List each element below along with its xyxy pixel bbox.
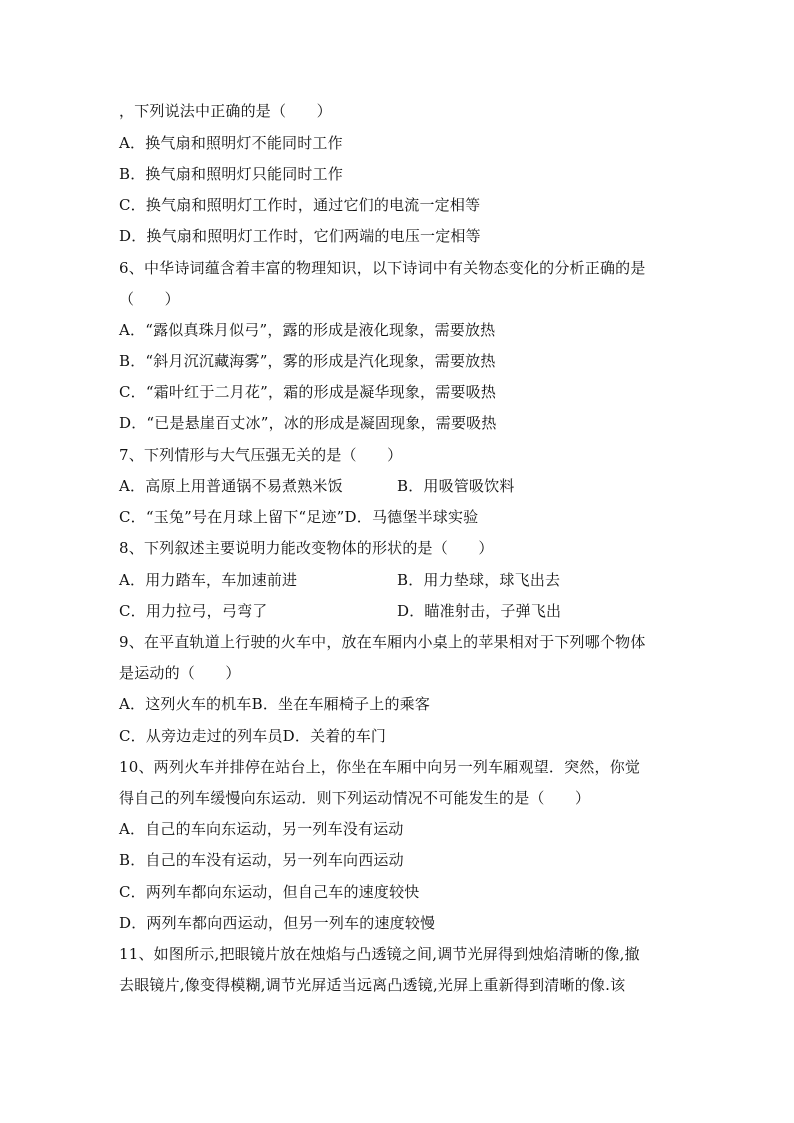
question-9-stem-cont: 是运动的（ ） bbox=[119, 664, 241, 682]
question-10-option-d: D．两列车都向西运动，但另一列车的速度较慢 bbox=[119, 914, 436, 932]
question-8-option-b: B．用力垫球，球飞出去 bbox=[397, 571, 561, 589]
question-7-stem: 7、下列情形与大气压强无关的是（ ） bbox=[119, 446, 403, 464]
question-9-stem: 9、在平直轨道上行驶的火车中，放在车厢内小桌上的苹果相对于下列哪个物体 bbox=[119, 633, 646, 651]
question-8-option-a: A．用力踏车，车加速前进 bbox=[119, 571, 298, 589]
question-5-option-a: A．换气扇和照明灯不能同时工作 bbox=[119, 134, 343, 152]
question-7-option-cd: C．“玉兔”号在月球上留下“足迹”D．马德堡半球实验 bbox=[119, 508, 479, 526]
question-9-option-cd: C．从旁边走过的列车员D．关着的车门 bbox=[119, 727, 387, 745]
question-5-option-b: B．换气扇和照明灯只能同时工作 bbox=[119, 165, 344, 183]
question-5-stem-tail: ，下列说法中正确的是（ ） bbox=[119, 102, 332, 120]
question-5-option-c: C．换气扇和照明灯工作时，通过它们的电流一定相等 bbox=[119, 196, 481, 214]
question-5-option-d: D．换气扇和照明灯工作时，它们两端的电压一定相等 bbox=[119, 227, 481, 245]
question-10-stem: 10、两列火车并排停在站台上，你坐在车厢中向另一列车厢观望．突然，你觉 bbox=[119, 758, 641, 776]
question-8-option-c: C．用力拉弓，弓弯了 bbox=[119, 602, 268, 620]
question-6-option-a: A．“露似真珠月似弓”，露的形成是液化现象，需要放热 bbox=[119, 321, 496, 339]
question-7-option-a: A．高原上用普通锅不易煮熟米饭 bbox=[119, 477, 343, 495]
question-6-option-c: C．“霜叶红于二月花”，霜的形成是凝华现象，需要吸热 bbox=[119, 383, 497, 401]
question-10-option-b: B．自己的车没有运动，另一列车向西运动 bbox=[119, 851, 404, 869]
question-6-stem-paren: （ ） bbox=[119, 290, 180, 308]
question-10-stem-cont: 得自己的列车缓慢向东运动．则下列运动情况不可能发生的是（ ） bbox=[119, 789, 591, 807]
question-10-option-c: C．两列车都向东运动，但自己车的速度较快 bbox=[119, 883, 420, 901]
question-11-stem: 11、如图所示,把眼镜片放在烛焰与凸透镜之间,调节光屏得到烛焰清晰的像,撤 bbox=[119, 945, 640, 963]
question-6-option-b: B．“斜月沉沉藏海雾”，雾的形成是汽化现象，需要放热 bbox=[119, 352, 496, 370]
question-9-option-ab: A．这列火车的机车B．坐在车厢椅子上的乘客 bbox=[119, 695, 431, 713]
question-11-stem-cont: 去眼镜片,像变得模糊,调节光屏适当远离凸透镜,光屏上重新得到清晰的像.该 bbox=[119, 976, 626, 994]
question-6-option-d: D．“已是悬崖百丈冰”，冰的形成是凝固现象，需要吸热 bbox=[119, 414, 497, 432]
question-10-option-a: A．自己的车向东运动，另一列车没有运动 bbox=[119, 820, 404, 838]
question-8-option-d: D．瞄准射击，子弹飞出 bbox=[397, 602, 562, 620]
question-8-stem: 8、下列叙述主要说明力能改变物体的形状的是（ ） bbox=[119, 539, 494, 557]
question-7-option-b: B．用吸管吸饮料 bbox=[397, 477, 515, 495]
question-6-stem: 6、中华诗词蕴含着丰富的物理知识，以下诗词中有关物态变化的分析正确的是 bbox=[119, 259, 646, 277]
